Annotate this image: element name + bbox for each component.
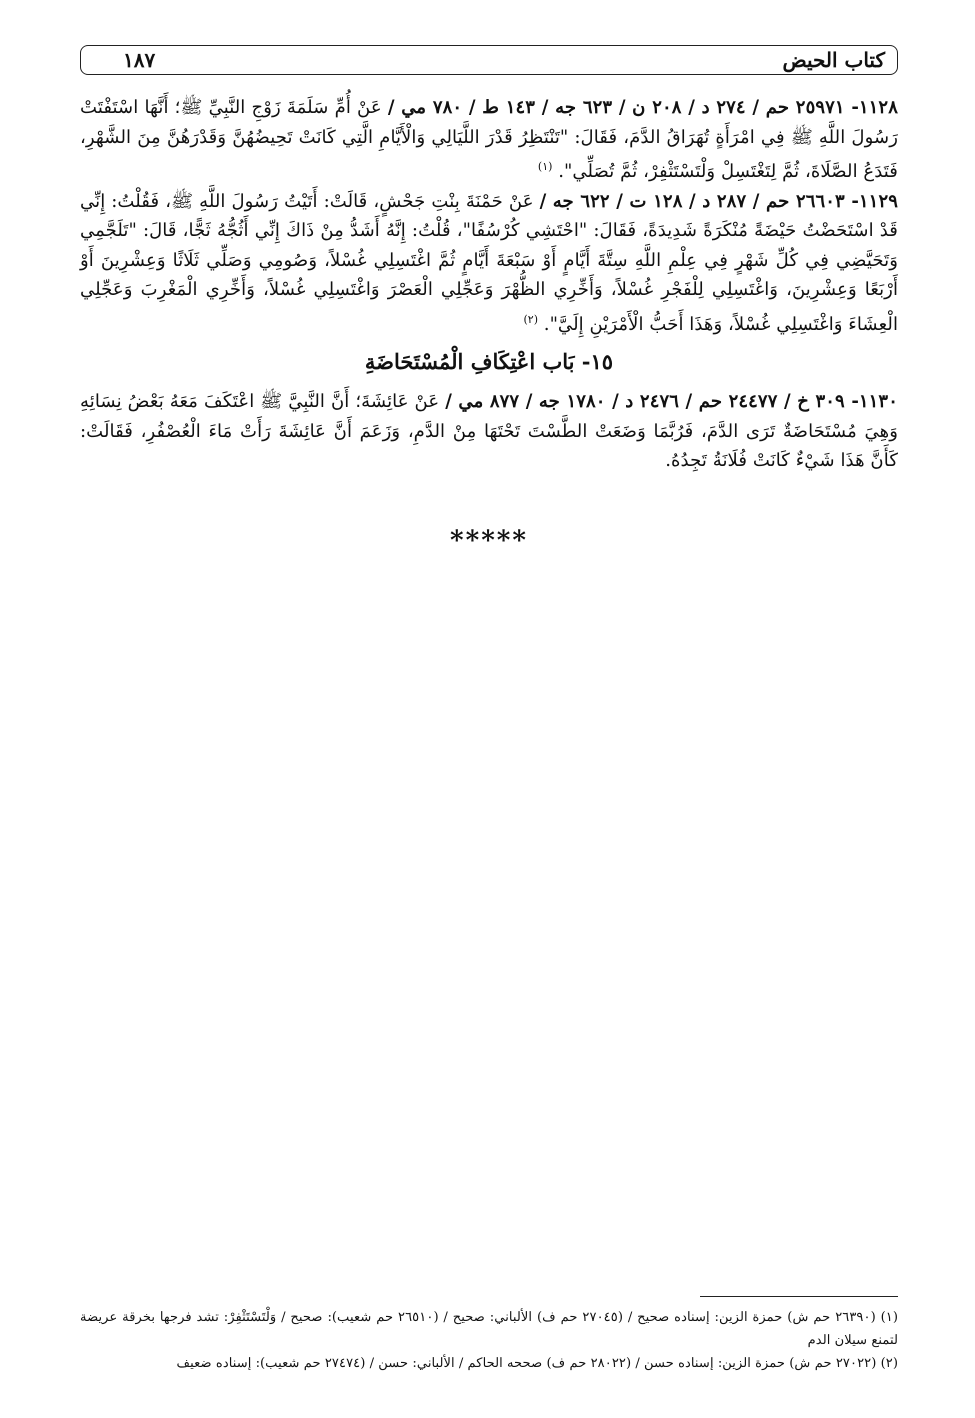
running-header xyxy=(80,45,898,75)
footnote-marker: (١) xyxy=(537,160,553,173)
main-text xyxy=(80,93,898,556)
footnote-marker: (٢) xyxy=(523,312,538,326)
hadith-text: عَنْ أُمِّ سَلَمَةَ زَوْجِ النَّبِيِّ ﷺ؛ أَنَّهَا اسْتَفْتَتْ رَسُولَ اللَّهِ ﷺ فِي امْرَأَةٍ تُهَرَاقُ الدَّمَ، فَقَالَ: "تَنْتَظِرُ قَدْرَ اللَّيَالِي وَالْأَيَّامِ الَّتِي كَانَتْ تَحِيضُهُنَّ وَقَدْرَهُنَّ مِنَ الشَّهْرِ، فَتَدَعُ الصَّلَاةَ، ثُمَّ لِتَغْتَسِلْ وَلْتَسْتَثْفِرْ، ثُمَّ تُصَلِّي". xyxy=(80,97,898,183)
footnote-divider xyxy=(700,1296,898,1297)
hadith-reference: ١١٢٩- ٢٦٦٠٣ حم / ٢٨٧ د / ١٢٨ ت / ٦٢٢ جه / xyxy=(539,190,898,212)
hadith-1130 xyxy=(80,387,898,476)
chapter-header-title: كتاب الحيض xyxy=(782,48,885,72)
hadith-1128 xyxy=(80,93,898,187)
hadith-text: عَنْ عَائِشَةَ؛ أَنَّ النَّبِيَّ ﷺ اعْتَكَفَ مَعَهُ بَعْضُ نِسَائِهِ وَهِيَ مُسْتَحَاضَةٌ تَرَى الدَّمَ، فَرُبَّمَا وَضَعَتْ الطَّسْتَ تَحْتَهَا مِنْ الدَّمِ، وَزَعَمَ أَنَّ عَائِشَةَ رَأَتْ مَاءَ الْعُصْفُرِ، فَقَالَتْ: كَأَنَّ هَذَا شَيْءٌ كَانَتْ فُلَانَةُ تَجِدُهُ. xyxy=(80,391,898,472)
footnote-1: (١) (٢٦٣٩٠ حم ش) حمزة الزين: إسناده صحيح / (٢٧٠٤٥ حم ف) الألباني: صحيح / (٢٦٥١٠ حم شعيب): صحيح / وَلْتَسْتَثْفِرْ: تشد فرجها بخرقة عريضة لتمنع سيلان الدم xyxy=(80,1310,899,1348)
hadith-reference: ١١٣٠- ٣٠٩ خ / ٢٤٤٧٧ حم / ٢٤٧٦ د / ١٧٨٠ جه / ٨٧٧ مي / xyxy=(445,391,898,413)
footnote-2: (٢) (٢٧٠٢٢ حم ش) حمزة الزين: إسناده حسن / (٢٨٠٢٢ حم ف) صححه الحاكم / الألباني: حسن / (٢٧٤٧٤ حم شعيب): إسناده ضعيف xyxy=(176,1356,898,1371)
chapter-title: ١٥- بَاب اعْتِكَافِ الْمُسْتَحَاضَةِ xyxy=(364,349,614,375)
footnotes xyxy=(80,1306,898,1375)
hadith-reference: ١١٢٨- ٢٥٩٧١ حم / ٢٧٤ د / ٢٠٨ ن / ٦٢٣ جه / ١٤٣ ط / ٧٨٠ مي / xyxy=(387,97,898,118)
page-number: ١٨٧ xyxy=(123,48,156,72)
hadith-1129 xyxy=(80,187,898,340)
hadith-text: عَنْ حَمْنَةَ بِنْتِ جَحْشٍ، قَالَتْ: أَتَيْتُ رَسُولَ اللَّهِ ﷺ، فَقُلْتُ: إِنِّي قَدْ اسْتَحَضْتُ حَيْضَةً مُنْكَرَةً شَدِيدَةً، فَقَالَ: "احْتَشِي كُرْسُفًا"، قُلْتُ: إِنَّهُ أَشَدُّ مِنْ ذَاكَ إِنِّي أَثُجُّهُ ثَجًّا، قَالَ: "تَلَجَّمِي وَتَحَيَّضِي فِي كُلِّ شَهْرٍ فِي عِلْمِ اللَّهِ سِتَّةَ أَيَّامٍ أَوْ سَبْعَةَ أَيَّامٍ ثُمَّ اغْتَسِلِي غُسْلاً، وَصُومِي وَصَلِّي ثَلَاثًا وَعِشْرِينَ أَوْ أَرْبَعًا وَعِشْرِينَ، وَاغْتَسِلِي لِلْفَجْرِ غُسْلاً، وَأَخِّرِي الظُّهْرَ وَعَجِّلِي الْعَصْرَ وَاغْتَسِلِي غُسْلاً، وَأَخِّرِي الْمَغْرِبَ وَعَجِّلِي الْعِشَاءَ وَاغْتَسِلِي غُسْلاً، وَهَذَا أَحَبُّ الْأَمْرَيْنِ إِلَيَّ". xyxy=(80,190,898,335)
section-separator: ***** xyxy=(450,525,528,556)
